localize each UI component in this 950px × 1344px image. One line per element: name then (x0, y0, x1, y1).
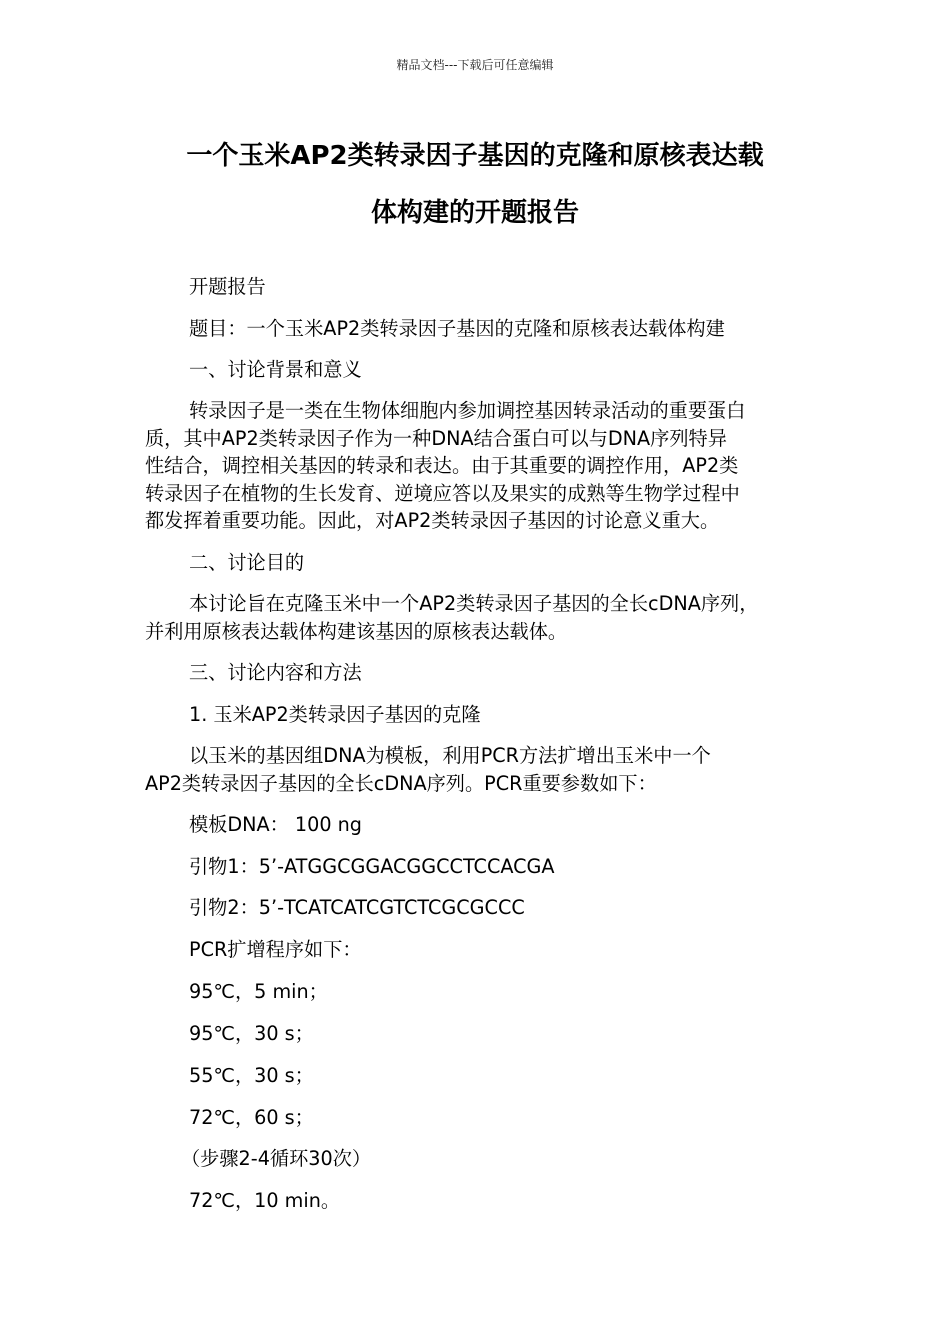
page-header: 精品文档---下载后可任意编辑 (396, 58, 554, 72)
report-label: 开题报告 (189, 275, 266, 298)
template-dna-line: 模板DNA： 100 ng (189, 813, 362, 836)
primer-2-line: 引物2：5’-TCATCATCGTCTCGCGCCC (189, 896, 525, 919)
pcr-program-heading: PCR扩增程序如下： (189, 938, 362, 961)
document-title-line-1: 一个玉米AP2类转录因子基因的克隆和原核表达载 (186, 141, 764, 171)
pcr-step-2: 95℃，30 s； (189, 1022, 314, 1045)
paragraph-line: 转录因子在植物的生长发育、逆境应答以及果实的成熟等生物学过程中 (145, 481, 740, 505)
paragraph-line: 性结合，调控相关基因的转录和表达。由于其重要的调控作用，AP2类 (145, 454, 739, 477)
paragraph-purpose (145, 590, 810, 645)
paragraph-line: 质，其中AP2类转录因子作为一种DNA结合蛋白可以与DNA序列特异 (145, 426, 727, 450)
paragraph-line: 转录因子是一类在生物体细胞内参加调控基因转录活动的重要蛋白 (189, 399, 746, 422)
paragraph-method (145, 742, 810, 797)
section-heading-2: 二、讨论目的 (189, 551, 305, 574)
paragraph-line: 本讨论旨在克隆玉米中一个AP2类转录因子基因的全长cDNA序列， (189, 592, 759, 615)
subsection-heading-1: 1. 玉米AP2类转录因子基因的克隆 (189, 703, 481, 726)
pcr-step-1: 95℃，5 min； (189, 980, 328, 1003)
paragraph-line: 都发挥着重要功能。因此，对AP2类转录因子基因的讨论意义重大。 (145, 509, 720, 532)
document-title-line-2: 体构建的开题报告 (370, 198, 579, 228)
primer-1-line: 引物1：5’-ATGGCGGACGGCCTCCACGA (189, 855, 555, 878)
section-heading-1: 一、讨论背景和意义 (189, 358, 362, 381)
paragraph-line: 以玉米的基因组DNA为模板，利用PCR方法扩增出玉米中一个 (189, 744, 711, 767)
paragraph-background (145, 397, 810, 535)
paragraph-line: AP2类转录因子基因的全长cDNA序列。PCR重要参数如下： (145, 771, 657, 795)
paragraph-line: 并利用原核表达载体构建该基因的原核表达载体。 (145, 619, 568, 643)
cycle-note: （步骤2-4循环30次） (181, 1147, 372, 1170)
pcr-step-5: 72℃，10 min。 (189, 1189, 341, 1212)
topic-line: 题目：一个玉米AP2类转录因子基因的克隆和原核表达载体构建 (189, 317, 725, 340)
section-heading-3: 三、讨论内容和方法 (189, 661, 362, 684)
pcr-step-4: 72℃，60 s； (189, 1106, 314, 1129)
pcr-step-3: 55℃，30 s； (189, 1064, 314, 1087)
